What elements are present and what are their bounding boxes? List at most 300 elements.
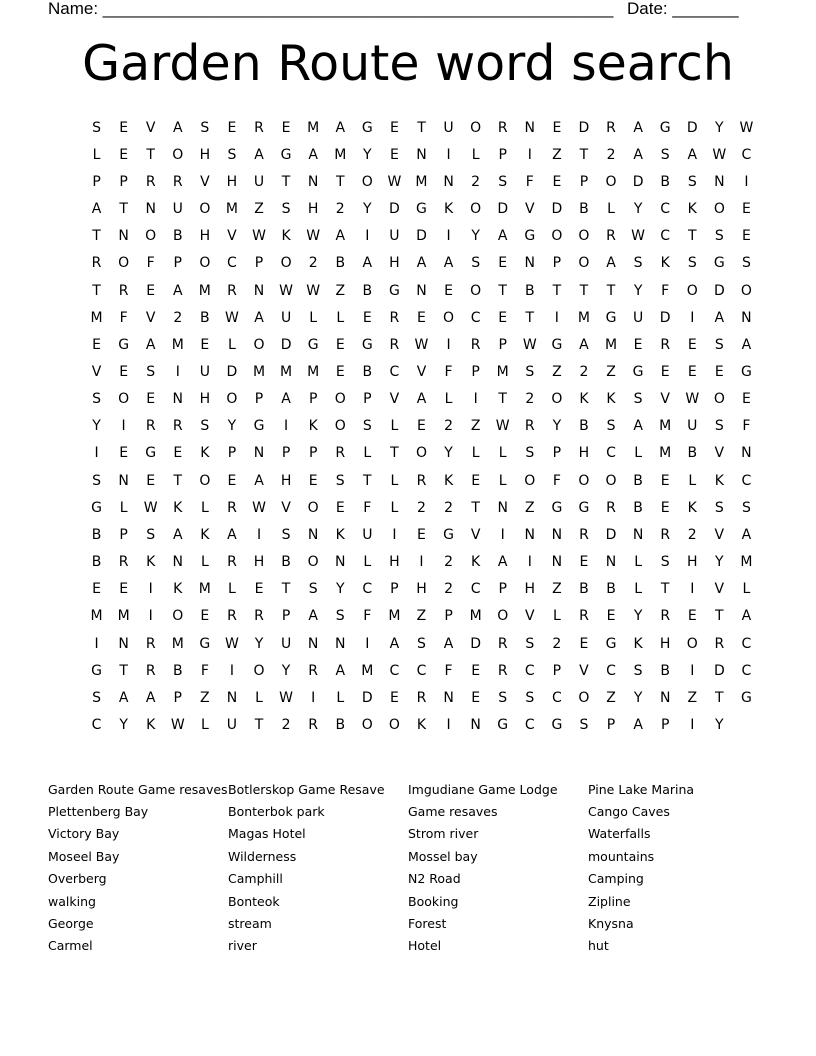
grid-letter[interactable]: E	[741, 391, 751, 408]
grid-letter[interactable]: I	[690, 581, 695, 598]
grid-letter[interactable]: K	[579, 391, 589, 408]
grid-letter[interactable]: P	[552, 255, 562, 272]
grid-letter[interactable]: T	[471, 499, 480, 516]
grid-letter[interactable]: O	[578, 255, 590, 272]
grid-letter[interactable]: R	[660, 526, 671, 543]
grid-letter[interactable]: R	[172, 173, 183, 190]
grid-letter[interactable]: L	[309, 309, 318, 326]
grid-letter[interactable]: S	[362, 418, 372, 435]
grid-letter[interactable]: A	[172, 526, 183, 543]
grid-letter[interactable]: O	[388, 717, 400, 734]
grid-letter[interactable]: C	[362, 581, 373, 598]
grid-letter[interactable]: I	[148, 581, 153, 598]
grid-letter[interactable]: A	[687, 146, 698, 163]
grid-letter[interactable]: D	[632, 173, 644, 190]
grid-letter[interactable]: V	[145, 119, 156, 136]
grid-letter[interactable]: Z	[552, 146, 562, 163]
grid-letter[interactable]: Y	[715, 554, 724, 571]
grid-letter[interactable]: E	[335, 499, 345, 516]
grid-letter[interactable]: A	[633, 717, 643, 734]
grid-letter[interactable]: I	[229, 662, 234, 679]
grid-letter[interactable]: B	[660, 173, 670, 190]
grid-letter[interactable]: B	[606, 581, 616, 598]
grid-letter[interactable]: R	[227, 499, 237, 516]
grid-letter[interactable]: W	[712, 146, 727, 163]
grid-letter[interactable]: Z	[552, 581, 562, 598]
grid-letter[interactable]: B	[579, 201, 589, 218]
grid-letter[interactable]: W	[225, 309, 239, 326]
grid-letter[interactable]: T	[715, 608, 724, 625]
grid-letter[interactable]: I	[446, 146, 451, 163]
grid-letter[interactable]: L	[336, 309, 345, 326]
grid-letter[interactable]: 2	[471, 173, 481, 190]
grid-letter[interactable]: Y	[633, 689, 643, 706]
grid-letter[interactable]: G	[740, 689, 752, 706]
grid-letter[interactable]: G	[199, 635, 211, 652]
grid-letter[interactable]: B	[362, 282, 373, 299]
grid-letter[interactable]: S	[714, 336, 724, 353]
grid-letter[interactable]: B	[91, 554, 102, 571]
grid-letter[interactable]: A	[172, 119, 183, 136]
grid-letter[interactable]: T	[92, 282, 101, 299]
grid-letter[interactable]: 2	[335, 201, 345, 218]
grid-letter[interactable]: F	[742, 418, 751, 435]
grid-letter[interactable]: E	[119, 119, 129, 136]
grid-letter[interactable]: S	[525, 363, 535, 380]
grid-letter[interactable]: C	[416, 662, 427, 679]
grid-letter[interactable]: U	[443, 119, 454, 136]
grid-letter[interactable]: Y	[281, 662, 291, 679]
grid-letter[interactable]: S	[498, 173, 508, 190]
grid-letter[interactable]: W	[685, 391, 700, 408]
grid-letter[interactable]: T	[254, 717, 264, 734]
grid-letter[interactable]: V	[470, 526, 481, 543]
grid-letter[interactable]: H	[659, 635, 671, 652]
grid-letter[interactable]: A	[227, 526, 237, 543]
grid-letter[interactable]: E	[471, 689, 481, 706]
grid-letter[interactable]: H	[578, 445, 590, 462]
grid-letter[interactable]: G	[307, 336, 319, 353]
grid-letter[interactable]: O	[415, 445, 427, 462]
grid-letter[interactable]: N	[470, 717, 481, 734]
grid-letter[interactable]: E	[741, 228, 751, 245]
grid-letter[interactable]: B	[281, 554, 291, 571]
grid-letter[interactable]: G	[605, 309, 617, 326]
grid-letter[interactable]: O	[118, 391, 130, 408]
grid-letter[interactable]: Y	[633, 608, 643, 625]
grid-letter[interactable]: E	[660, 472, 670, 489]
grid-letter[interactable]: C	[551, 689, 562, 706]
grid-letter[interactable]: G	[497, 717, 509, 734]
grid-letter[interactable]: K	[335, 526, 345, 543]
grid-letter[interactable]: B	[579, 418, 589, 435]
grid-letter[interactable]: R	[145, 635, 156, 652]
grid-letter[interactable]: C	[606, 662, 616, 679]
grid-letter[interactable]: A	[741, 526, 752, 543]
grid-letter[interactable]: E	[444, 282, 453, 299]
grid-letter[interactable]: U	[389, 228, 400, 245]
grid-letter[interactable]: N	[335, 554, 346, 571]
grid-letter[interactable]: 2	[444, 581, 454, 598]
grid-letter[interactable]: P	[498, 146, 507, 163]
grid-letter[interactable]: D	[605, 526, 617, 543]
grid-letter[interactable]: D	[578, 119, 590, 136]
grid-letter[interactable]: A	[145, 336, 156, 353]
grid-letter[interactable]: S	[417, 635, 426, 652]
grid-letter[interactable]: S	[579, 717, 589, 734]
grid-letter[interactable]: O	[578, 472, 590, 489]
grid-letter[interactable]: F	[363, 499, 372, 516]
grid-letter[interactable]: W	[170, 717, 185, 734]
grid-letter[interactable]: B	[660, 662, 670, 679]
grid-letter[interactable]: E	[146, 391, 156, 408]
grid-letter[interactable]: L	[200, 554, 209, 571]
grid-letter[interactable]: C	[741, 662, 752, 679]
grid-letter[interactable]: B	[200, 309, 210, 326]
grid-letter[interactable]: G	[551, 499, 563, 516]
grid-letter[interactable]: B	[633, 472, 643, 489]
grid-letter[interactable]: T	[92, 228, 101, 245]
grid-letter[interactable]: M	[604, 336, 618, 353]
grid-letter[interactable]: V	[91, 363, 102, 380]
grid-letter[interactable]: M	[577, 309, 590, 326]
grid-letter[interactable]: B	[335, 255, 346, 272]
grid-letter[interactable]: K	[714, 472, 724, 489]
grid-letter[interactable]: M	[198, 282, 211, 299]
grid-letter[interactable]: N	[145, 201, 156, 218]
grid-letter[interactable]: N	[443, 689, 454, 706]
grid-letter[interactable]: L	[390, 499, 399, 516]
grid-letter[interactable]: D	[713, 282, 725, 299]
grid-letter[interactable]: K	[308, 418, 318, 435]
grid-letter[interactable]: N	[632, 526, 644, 543]
grid-letter[interactable]: M	[659, 445, 672, 462]
grid-letter[interactable]: I	[392, 526, 397, 543]
grid-letter[interactable]: N	[416, 146, 427, 163]
grid-letter[interactable]: G	[280, 146, 292, 163]
grid-letter[interactable]: U	[172, 201, 183, 218]
grid-letter[interactable]: P	[281, 608, 291, 625]
grid-letter[interactable]: O	[605, 173, 617, 190]
grid-letter[interactable]: Z	[335, 282, 346, 299]
grid-letter[interactable]: M	[334, 146, 347, 163]
grid-letter[interactable]: T	[119, 662, 128, 679]
grid-letter[interactable]: N	[497, 499, 508, 516]
grid-letter[interactable]: F	[444, 662, 453, 679]
grid-letter[interactable]: F	[552, 472, 561, 489]
grid-letter[interactable]: M	[496, 363, 509, 380]
grid-letter[interactable]: O	[686, 635, 698, 652]
grid-letter[interactable]: P	[173, 255, 182, 272]
grid-letter[interactable]: L	[336, 689, 345, 706]
grid-letter[interactable]: G	[91, 662, 102, 679]
grid-letter[interactable]: G	[253, 418, 265, 435]
grid-letter[interactable]: A	[416, 255, 427, 272]
grid-letter[interactable]: N	[443, 173, 454, 190]
grid-letter[interactable]: A	[254, 309, 264, 326]
grid-letter[interactable]: N	[551, 554, 563, 571]
grid-letter[interactable]: Y	[335, 581, 345, 598]
grid-letter[interactable]: Y	[444, 445, 453, 462]
grid-letter[interactable]: W	[631, 228, 646, 245]
grid-letter[interactable]: P	[281, 445, 291, 462]
grid-letter[interactable]: H	[199, 146, 211, 163]
grid-letter[interactable]: V	[525, 608, 535, 625]
grid-letter[interactable]: O	[713, 391, 725, 408]
grid-letter[interactable]: V	[525, 201, 535, 218]
grid-letter[interactable]: H	[416, 581, 427, 598]
grid-letter[interactable]: C	[660, 228, 671, 245]
grid-letter[interactable]: W	[252, 228, 266, 245]
grid-letter[interactable]: F	[200, 662, 209, 679]
grid-letter[interactable]: K	[687, 201, 697, 218]
grid-letter[interactable]: S	[714, 228, 724, 245]
grid-letter[interactable]: L	[92, 146, 101, 163]
grid-letter[interactable]: S	[525, 635, 535, 652]
grid-letter[interactable]: M	[361, 662, 374, 679]
grid-letter[interactable]: A	[118, 689, 129, 706]
grid-letter[interactable]: O	[334, 418, 346, 435]
grid-letter[interactable]: S	[146, 526, 156, 543]
grid-letter[interactable]: I	[446, 228, 451, 245]
grid-letter[interactable]: E	[498, 255, 508, 272]
grid-letter[interactable]: A	[335, 119, 346, 136]
grid-letter[interactable]: T	[606, 282, 616, 299]
grid-letter[interactable]: P	[660, 717, 670, 734]
grid-letter[interactable]: G	[551, 717, 563, 734]
grid-letter[interactable]: G	[118, 336, 130, 353]
grid-letter[interactable]: T	[417, 119, 426, 136]
grid-letter[interactable]: Y	[363, 201, 372, 218]
grid-letter[interactable]: R	[145, 418, 156, 435]
grid-letter[interactable]: L	[471, 146, 480, 163]
grid-letter[interactable]: T	[498, 391, 507, 408]
grid-letter[interactable]: I	[175, 363, 180, 380]
grid-letter[interactable]: R	[524, 418, 535, 435]
grid-letter[interactable]: Y	[363, 146, 372, 163]
grid-letter[interactable]: A	[497, 228, 508, 245]
grid-letter[interactable]: Z	[524, 499, 535, 516]
grid-letter[interactable]: Y	[633, 282, 643, 299]
grid-letter[interactable]: E	[119, 363, 129, 380]
grid-letter[interactable]: E	[254, 581, 264, 598]
grid-letter[interactable]: M	[90, 309, 103, 326]
grid-letter[interactable]: R	[227, 608, 237, 625]
grid-letter[interactable]: W	[522, 336, 537, 353]
grid-letter[interactable]: M	[469, 608, 482, 625]
grid-letter[interactable]: E	[417, 309, 426, 326]
grid-letter[interactable]: C	[470, 309, 481, 326]
grid-letter[interactable]: V	[579, 662, 589, 679]
grid-letter[interactable]: S	[633, 662, 643, 679]
grid-letter[interactable]: W	[143, 499, 158, 516]
grid-letter[interactable]: L	[363, 554, 372, 571]
grid-letter[interactable]: Y	[254, 635, 264, 652]
grid-letter[interactable]: Z	[470, 418, 481, 435]
grid-letter[interactable]: A	[714, 309, 725, 326]
grid-letter[interactable]: B	[335, 717, 346, 734]
grid-letter[interactable]: A	[91, 201, 102, 218]
grid-letter[interactable]: I	[554, 309, 559, 326]
grid-letter[interactable]: E	[389, 689, 399, 706]
grid-letter[interactable]: S	[498, 689, 508, 706]
grid-letter[interactable]: 2	[525, 391, 535, 408]
grid-letter[interactable]: K	[443, 201, 454, 218]
grid-letter[interactable]: H	[307, 201, 319, 218]
grid-letter[interactable]: H	[280, 472, 292, 489]
grid-letter[interactable]: B	[172, 228, 183, 245]
grid-letter[interactable]: W	[739, 119, 754, 136]
grid-letter[interactable]: E	[173, 445, 183, 462]
grid-letter[interactable]: E	[389, 146, 399, 163]
grid-letter[interactable]: W	[306, 228, 321, 245]
grid-letter[interactable]: E	[200, 608, 210, 625]
grid-letter[interactable]: E	[417, 418, 426, 435]
grid-letter[interactable]: E	[687, 336, 697, 353]
grid-letter[interactable]: C	[389, 662, 400, 679]
grid-letter[interactable]: F	[119, 309, 128, 326]
grid-letter[interactable]: K	[633, 635, 643, 652]
grid-letter[interactable]: M	[198, 581, 211, 598]
grid-letter[interactable]: O	[470, 282, 482, 299]
grid-letter[interactable]: Y	[227, 418, 237, 435]
grid-letter[interactable]: T	[173, 472, 183, 489]
grid-letter[interactable]: R	[389, 309, 400, 326]
grid-letter[interactable]: S	[741, 255, 751, 272]
grid-letter[interactable]: R	[416, 472, 427, 489]
grid-letter[interactable]: P	[254, 255, 264, 272]
grid-letter[interactable]: P	[552, 445, 562, 462]
grid-letter[interactable]: P	[363, 391, 372, 408]
grid-letter[interactable]: T	[552, 282, 562, 299]
grid-letter[interactable]: G	[443, 526, 454, 543]
grid-letter[interactable]: E	[687, 363, 697, 380]
grid-letter[interactable]: R	[91, 255, 102, 272]
date-field[interactable]: Date: _______	[627, 0, 739, 18]
grid-letter[interactable]: Y	[715, 717, 724, 734]
grid-letter[interactable]: O	[740, 282, 752, 299]
grid-letter[interactable]: I	[690, 309, 695, 326]
grid-letter[interactable]: H	[226, 173, 238, 190]
grid-letter[interactable]: F	[444, 363, 453, 380]
grid-letter[interactable]: R	[606, 228, 616, 245]
grid-letter[interactable]: A	[145, 689, 156, 706]
grid-letter[interactable]: L	[498, 472, 507, 489]
grid-letter[interactable]: E	[308, 472, 318, 489]
grid-letter[interactable]: T	[579, 146, 589, 163]
grid-letter[interactable]: S	[714, 418, 724, 435]
grid-letter[interactable]: P	[498, 336, 507, 353]
grid-letter[interactable]: K	[416, 717, 427, 734]
grid-letter[interactable]: L	[688, 472, 697, 489]
grid-letter[interactable]: V	[200, 173, 210, 190]
grid-letter[interactable]: L	[634, 445, 642, 462]
grid-letter[interactable]: I	[473, 391, 478, 408]
grid-letter[interactable]: E	[362, 309, 372, 326]
grid-letter[interactable]: D	[686, 119, 698, 136]
grid-letter[interactable]: E	[714, 363, 724, 380]
grid-letter[interactable]: C	[470, 581, 481, 598]
grid-letter[interactable]: T	[281, 173, 291, 190]
grid-letter[interactable]: C	[660, 201, 671, 218]
grid-letter[interactable]: V	[714, 445, 725, 462]
grid-letter[interactable]: A	[254, 146, 264, 163]
grid-letter[interactable]: M	[171, 635, 184, 652]
grid-letter[interactable]: A	[308, 608, 318, 625]
grid-letter[interactable]: T	[715, 689, 724, 706]
grid-letter[interactable]: S	[471, 255, 481, 272]
grid-letter[interactable]: L	[742, 581, 751, 598]
grid-letter[interactable]: A	[308, 146, 318, 163]
grid-letter[interactable]: U	[362, 526, 373, 543]
grid-letter[interactable]: P	[119, 173, 128, 190]
grid-letter[interactable]: S	[92, 391, 101, 408]
grid-letter[interactable]: U	[632, 309, 644, 326]
grid-letter[interactable]: E	[92, 336, 101, 353]
grid-letter[interactable]: I	[527, 146, 532, 163]
grid-letter[interactable]: A	[416, 391, 427, 408]
grid-letter[interactable]: P	[444, 608, 453, 625]
grid-letter[interactable]: E	[92, 581, 101, 598]
grid-letter[interactable]: I	[527, 554, 532, 571]
grid-letter[interactable]: C	[227, 255, 237, 272]
grid-letter[interactable]: G	[740, 363, 752, 380]
grid-letter[interactable]: P	[92, 173, 101, 190]
grid-letter[interactable]: R	[497, 662, 508, 679]
grid-letter[interactable]: S	[227, 146, 237, 163]
grid-letter[interactable]: B	[362, 363, 373, 380]
grid-letter[interactable]: K	[173, 581, 183, 598]
grid-letter[interactable]: H	[686, 554, 698, 571]
grid-letter[interactable]: A	[633, 119, 643, 136]
grid-letter[interactable]: D	[497, 201, 509, 218]
grid-letter[interactable]: E	[552, 173, 562, 190]
grid-letter[interactable]: P	[254, 391, 264, 408]
grid-letter[interactable]: A	[633, 418, 643, 435]
grid-letter[interactable]: E	[741, 201, 751, 218]
grid-letter[interactable]: V	[281, 499, 291, 516]
grid-letter[interactable]: M	[90, 608, 103, 625]
grid-letter[interactable]: U	[226, 717, 238, 734]
grid-letter[interactable]: N	[172, 391, 184, 408]
grid-letter[interactable]: P	[227, 445, 237, 462]
grid-letter[interactable]: I	[446, 717, 451, 734]
grid-letter[interactable]: H	[389, 554, 400, 571]
grid-letter[interactable]: R	[145, 173, 156, 190]
grid-letter[interactable]: V	[145, 309, 156, 326]
grid-letter[interactable]: Z	[606, 363, 616, 380]
grid-letter[interactable]: M	[388, 608, 401, 625]
grid-letter[interactable]: R	[497, 119, 508, 136]
grid-letter[interactable]: S	[281, 201, 291, 218]
grid-letter[interactable]: V	[227, 228, 237, 245]
grid-letter[interactable]: P	[308, 391, 318, 408]
grid-letter[interactable]: K	[660, 255, 670, 272]
grid-letter[interactable]: A	[335, 228, 346, 245]
grid-letter[interactable]: O	[524, 472, 536, 489]
grid-letter[interactable]: L	[607, 201, 615, 218]
grid-letter[interactable]: W	[306, 282, 321, 299]
grid-letter[interactable]: F	[363, 608, 372, 625]
grid-letter[interactable]: R	[254, 119, 264, 136]
grid-letter[interactable]: K	[200, 445, 210, 462]
grid-letter[interactable]: D	[280, 336, 292, 353]
grid-letter[interactable]: B	[524, 282, 535, 299]
grid-letter[interactable]: I	[365, 635, 370, 652]
grid-letter[interactable]: L	[200, 717, 209, 734]
grid-letter[interactable]: E	[281, 119, 291, 136]
grid-letter[interactable]: N	[307, 173, 319, 190]
